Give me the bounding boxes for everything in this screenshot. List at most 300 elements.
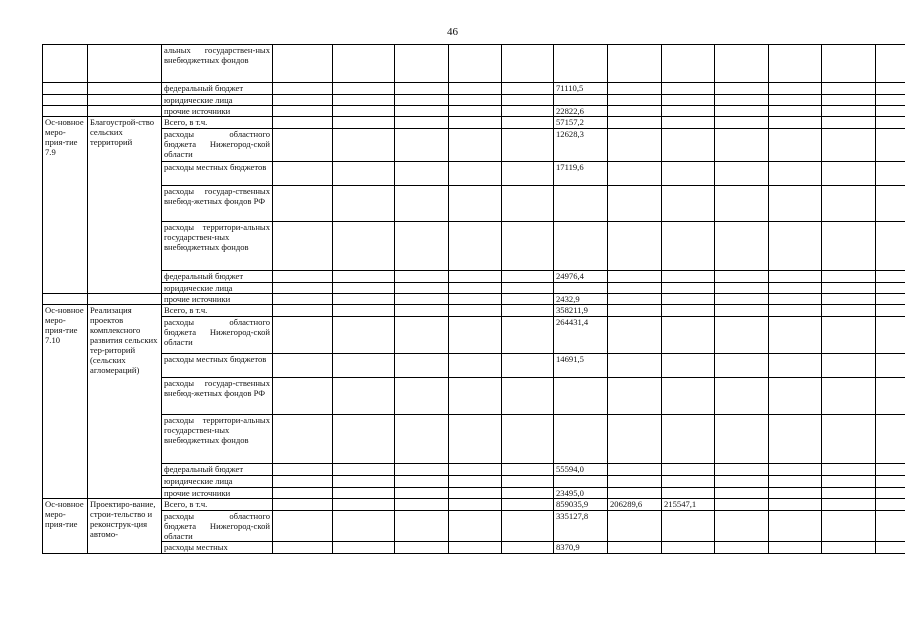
amount-cell	[502, 305, 554, 317]
amount-cell	[608, 354, 662, 378]
amount-cell	[822, 106, 876, 117]
amount-cell	[715, 83, 769, 95]
amount-cell	[273, 45, 333, 83]
amount-cell	[502, 317, 554, 354]
amount-cell	[273, 317, 333, 354]
amount-cell	[876, 511, 905, 542]
amount-cell	[662, 186, 715, 222]
amount-cell	[876, 415, 905, 464]
amount-cell	[333, 415, 395, 464]
amount-cell	[449, 106, 502, 117]
amount-cell	[608, 317, 662, 354]
amount-cell	[769, 354, 822, 378]
amount-cell	[395, 222, 449, 271]
amount-cell	[554, 186, 608, 222]
amount-cell	[662, 283, 715, 294]
amount-cell	[608, 476, 662, 488]
table-row	[43, 499, 905, 511]
amount-cell	[502, 488, 554, 499]
amount-cell	[273, 283, 333, 294]
amount-cell	[715, 95, 769, 106]
amount-cell	[608, 271, 662, 283]
amount-cell	[333, 488, 395, 499]
amount-cell	[608, 129, 662, 162]
empty-cell	[43, 45, 88, 83]
amount-cell	[333, 317, 395, 354]
amount-cell	[822, 294, 876, 305]
amount-cell	[822, 83, 876, 95]
amount-cell	[608, 415, 662, 464]
empty-cell	[88, 106, 162, 117]
amount-cell	[876, 186, 905, 222]
amount-cell	[662, 464, 715, 476]
amount-cell	[273, 294, 333, 305]
amount-cell	[876, 488, 905, 499]
amount-cell	[554, 222, 608, 271]
amount-cell	[769, 162, 822, 186]
amount-cell	[502, 499, 554, 511]
amount-cell	[395, 378, 449, 415]
amount-cell	[449, 222, 502, 271]
amount-cell	[876, 542, 905, 554]
amount-cell	[662, 415, 715, 464]
amount-cell	[333, 354, 395, 378]
amount-cell	[395, 305, 449, 317]
amount-cell	[608, 464, 662, 476]
amount-cell	[608, 95, 662, 106]
amount-cell	[608, 83, 662, 95]
funding-source-cell: юридические лица	[162, 476, 273, 488]
amount-cell	[876, 464, 905, 476]
amount-cell: 55594,0	[554, 464, 608, 476]
amount-cell	[769, 45, 822, 83]
amount-cell	[822, 378, 876, 415]
amount-cell: 215547,1	[662, 499, 715, 511]
amount-cell	[715, 317, 769, 354]
amount-cell	[554, 378, 608, 415]
amount-cell	[273, 222, 333, 271]
amount-cell: 24976,4	[554, 271, 608, 283]
amount-cell	[333, 45, 395, 83]
table-row	[43, 283, 905, 294]
amount-cell	[715, 294, 769, 305]
amount-cell	[449, 499, 502, 511]
amount-cell	[273, 542, 333, 554]
funding-source-cell: Всего, в т.ч.	[162, 117, 273, 129]
empty-cell	[88, 83, 162, 95]
amount-cell	[395, 162, 449, 186]
amount-cell	[608, 378, 662, 415]
amount-cell	[554, 476, 608, 488]
amount-cell	[395, 476, 449, 488]
amount-cell	[449, 305, 502, 317]
amount-cell	[449, 271, 502, 283]
amount-cell	[769, 464, 822, 476]
funding-source-cell: расходы территори-альных государствен-ных внебюджетных фондов	[162, 222, 273, 271]
amount-cell	[876, 222, 905, 271]
amount-cell: 23495,0	[554, 488, 608, 499]
amount-cell	[822, 354, 876, 378]
amount-cell	[662, 106, 715, 117]
amount-cell	[273, 117, 333, 129]
amount-cell	[715, 499, 769, 511]
amount-cell	[662, 317, 715, 354]
amount-cell	[273, 354, 333, 378]
amount-cell	[662, 476, 715, 488]
amount-cell	[608, 305, 662, 317]
amount-cell	[822, 129, 876, 162]
amount-cell	[449, 294, 502, 305]
amount-cell	[715, 162, 769, 186]
funding-source-cell: расходы территори-альных государствен-ных внебюджетных фондов	[162, 415, 273, 464]
amount-cell	[273, 106, 333, 117]
amount-cell	[876, 83, 905, 95]
amount-cell	[769, 222, 822, 271]
amount-cell	[715, 129, 769, 162]
amount-cell	[715, 464, 769, 476]
amount-cell	[273, 511, 333, 542]
amount-cell	[449, 283, 502, 294]
amount-cell	[333, 511, 395, 542]
amount-cell	[502, 354, 554, 378]
amount-cell	[822, 317, 876, 354]
amount-cell	[395, 129, 449, 162]
table-row	[43, 464, 905, 476]
amount-cell	[769, 83, 822, 95]
empty-cell	[88, 45, 162, 83]
amount-cell: 206289,6	[608, 499, 662, 511]
amount-cell: 14691,5	[554, 354, 608, 378]
amount-cell	[662, 129, 715, 162]
table-row	[43, 83, 905, 95]
amount-cell	[333, 222, 395, 271]
amount-cell	[333, 117, 395, 129]
table-row	[43, 305, 905, 317]
funding-source-cell: расходы областного бюджета Нижегород-ской области	[162, 129, 273, 162]
amount-cell	[449, 129, 502, 162]
amount-cell	[876, 378, 905, 415]
table-row	[43, 45, 905, 83]
amount-cell	[769, 283, 822, 294]
amount-cell	[273, 129, 333, 162]
amount-cell	[769, 305, 822, 317]
amount-cell	[715, 476, 769, 488]
funding-source-cell: альных государствен-ных внебюджетных фондов	[162, 45, 273, 83]
amount-cell	[333, 294, 395, 305]
table-row	[43, 129, 905, 162]
amount-cell	[449, 542, 502, 554]
amount-cell	[822, 499, 876, 511]
activity-code-cell: Ос-новное меро-прия-тие	[43, 499, 88, 554]
amount-cell	[608, 542, 662, 554]
amount-cell	[715, 488, 769, 499]
amount-cell	[502, 129, 554, 162]
table-row	[43, 415, 905, 464]
amount-cell	[608, 45, 662, 83]
amount-cell	[333, 162, 395, 186]
amount-cell	[715, 415, 769, 464]
funding-source-cell: Всего, в т.ч.	[162, 305, 273, 317]
amount-cell	[822, 95, 876, 106]
amount-cell	[333, 499, 395, 511]
amount-cell: 2432,9	[554, 294, 608, 305]
budget-table	[42, 44, 905, 554]
amount-cell	[662, 511, 715, 542]
amount-cell	[769, 317, 822, 354]
table-row	[43, 476, 905, 488]
amount-cell	[822, 476, 876, 488]
amount-cell	[822, 511, 876, 542]
amount-cell	[876, 45, 905, 83]
amount-cell	[608, 162, 662, 186]
amount-cell	[333, 542, 395, 554]
amount-cell	[333, 186, 395, 222]
amount-cell	[608, 283, 662, 294]
amount-cell	[662, 378, 715, 415]
funding-source-cell: юридические лица	[162, 95, 273, 106]
amount-cell	[715, 283, 769, 294]
amount-cell	[662, 83, 715, 95]
amount-cell	[333, 271, 395, 283]
amount-cell	[449, 317, 502, 354]
amount-cell	[662, 488, 715, 499]
amount-cell	[769, 476, 822, 488]
funding-source-cell: прочие источники	[162, 488, 273, 499]
amount-cell	[273, 162, 333, 186]
amount-cell	[395, 294, 449, 305]
amount-cell	[769, 186, 822, 222]
amount-cell	[608, 488, 662, 499]
amount-cell	[662, 542, 715, 554]
amount-cell	[395, 354, 449, 378]
amount-cell	[502, 415, 554, 464]
amount-cell	[822, 542, 876, 554]
empty-cell	[43, 95, 88, 106]
funding-source-cell: расходы областного бюджета Нижегород-ской области	[162, 511, 273, 542]
activity-name-cell: Благоустрой-ство сельских территорий	[88, 117, 162, 294]
amount-cell	[333, 95, 395, 106]
amount-cell: 12628,3	[554, 129, 608, 162]
amount-cell	[449, 378, 502, 415]
amount-cell	[449, 464, 502, 476]
amount-cell: 8370,9	[554, 542, 608, 554]
amount-cell	[769, 129, 822, 162]
amount-cell	[769, 415, 822, 464]
amount-cell	[769, 106, 822, 117]
amount-cell	[876, 95, 905, 106]
amount-cell	[333, 283, 395, 294]
amount-cell	[449, 95, 502, 106]
amount-cell	[608, 186, 662, 222]
amount-cell	[715, 186, 769, 222]
amount-cell	[502, 162, 554, 186]
amount-cell	[395, 45, 449, 83]
amount-cell	[273, 499, 333, 511]
funding-source-cell: юридические лица	[162, 283, 273, 294]
amount-cell	[395, 464, 449, 476]
amount-cell	[876, 271, 905, 283]
amount-cell	[608, 222, 662, 271]
amount-cell: 71110,5	[554, 83, 608, 95]
table-row	[43, 222, 905, 271]
amount-cell	[449, 162, 502, 186]
table-row	[43, 186, 905, 222]
amount-cell	[273, 476, 333, 488]
amount-cell	[822, 162, 876, 186]
amount-cell	[715, 117, 769, 129]
amount-cell	[715, 378, 769, 415]
amount-cell	[715, 106, 769, 117]
amount-cell	[715, 305, 769, 317]
amount-cell: 358211,9	[554, 305, 608, 317]
amount-cell	[769, 271, 822, 283]
amount-cell	[822, 186, 876, 222]
amount-cell	[715, 222, 769, 271]
amount-cell	[502, 378, 554, 415]
table-row	[43, 488, 905, 499]
amount-cell	[769, 511, 822, 542]
funding-source-cell: расходы местных бюджетов	[162, 354, 273, 378]
activity-name-cell: Реализация проектов комплексного развития сельских тер-риторий (сельских агломераций)	[88, 305, 162, 499]
funding-source-cell: расходы местных бюджетов	[162, 162, 273, 186]
amount-cell	[715, 45, 769, 83]
amount-cell	[876, 294, 905, 305]
amount-cell	[395, 186, 449, 222]
amount-cell	[822, 222, 876, 271]
empty-cell	[88, 294, 162, 305]
table-row	[43, 95, 905, 106]
table-row	[43, 317, 905, 354]
amount-cell	[333, 464, 395, 476]
amount-cell	[662, 45, 715, 83]
amount-cell	[395, 488, 449, 499]
amount-cell	[395, 117, 449, 129]
amount-cell	[769, 95, 822, 106]
amount-cell	[769, 542, 822, 554]
amount-cell	[273, 186, 333, 222]
amount-cell	[395, 499, 449, 511]
activity-name-cell: Проектиро-вание, строи-тельство и реконструк-ция автомо-	[88, 499, 162, 554]
amount-cell	[715, 354, 769, 378]
amount-cell	[876, 283, 905, 294]
amount-cell	[273, 415, 333, 464]
amount-cell	[608, 106, 662, 117]
amount-cell	[662, 222, 715, 271]
funding-source-cell: расходы местных	[162, 542, 273, 554]
amount-cell	[502, 271, 554, 283]
amount-cell	[449, 476, 502, 488]
amount-cell	[395, 95, 449, 106]
amount-cell	[395, 83, 449, 95]
amount-cell	[822, 415, 876, 464]
amount-cell	[502, 83, 554, 95]
table-row	[43, 162, 905, 186]
amount-cell	[662, 354, 715, 378]
amount-cell	[769, 294, 822, 305]
amount-cell	[662, 162, 715, 186]
amount-cell	[449, 117, 502, 129]
amount-cell	[395, 283, 449, 294]
amount-cell	[333, 378, 395, 415]
amount-cell	[502, 511, 554, 542]
amount-cell	[662, 117, 715, 129]
funding-source-cell: федеральный бюджет	[162, 464, 273, 476]
amount-cell: 17119,6	[554, 162, 608, 186]
amount-cell	[502, 283, 554, 294]
empty-cell	[88, 95, 162, 106]
amount-cell	[449, 511, 502, 542]
empty-cell	[43, 83, 88, 95]
amount-cell	[333, 83, 395, 95]
amount-cell	[822, 488, 876, 499]
amount-cell	[502, 117, 554, 129]
amount-cell	[715, 271, 769, 283]
page-number: 46	[447, 26, 458, 38]
amount-cell	[395, 542, 449, 554]
amount-cell	[662, 271, 715, 283]
amount-cell	[554, 95, 608, 106]
amount-cell	[822, 271, 876, 283]
table-row	[43, 294, 905, 305]
amount-cell	[395, 511, 449, 542]
table-row	[43, 271, 905, 283]
amount-cell	[395, 317, 449, 354]
amount-cell	[273, 305, 333, 317]
amount-cell	[608, 511, 662, 542]
funding-source-cell: федеральный бюджет	[162, 83, 273, 95]
activity-code-cell: Ос-новное меро-прия-тие 7.10	[43, 305, 88, 499]
empty-cell	[43, 294, 88, 305]
empty-cell	[43, 106, 88, 117]
amount-cell	[662, 95, 715, 106]
amount-cell	[502, 95, 554, 106]
amount-cell	[449, 186, 502, 222]
amount-cell: 22822,6	[554, 106, 608, 117]
amount-cell	[876, 499, 905, 511]
amount-cell	[449, 45, 502, 83]
amount-cell	[715, 542, 769, 554]
funding-source-cell: расходы государ-ственных внебюд-жетных фондов РФ	[162, 186, 273, 222]
amount-cell	[876, 162, 905, 186]
table-row	[43, 354, 905, 378]
amount-cell	[502, 106, 554, 117]
amount-cell	[502, 476, 554, 488]
amount-cell	[273, 271, 333, 283]
amount-cell	[769, 499, 822, 511]
amount-cell	[273, 488, 333, 499]
amount-cell	[876, 106, 905, 117]
amount-cell	[502, 542, 554, 554]
funding-source-cell: Всего, в т.ч.	[162, 499, 273, 511]
amount-cell	[273, 378, 333, 415]
amount-cell	[449, 488, 502, 499]
amount-cell	[876, 354, 905, 378]
funding-source-cell: федеральный бюджет	[162, 271, 273, 283]
amount-cell	[273, 464, 333, 476]
amount-cell	[822, 45, 876, 83]
activity-code-cell: Ос-новное меро-прия-тие 7.9	[43, 117, 88, 294]
amount-cell	[333, 106, 395, 117]
amount-cell	[822, 283, 876, 294]
amount-cell	[554, 283, 608, 294]
amount-cell	[876, 476, 905, 488]
amount-cell	[822, 464, 876, 476]
table-row	[43, 117, 905, 129]
amount-cell	[449, 354, 502, 378]
amount-cell: 57157,2	[554, 117, 608, 129]
amount-cell	[333, 305, 395, 317]
amount-cell	[273, 83, 333, 95]
